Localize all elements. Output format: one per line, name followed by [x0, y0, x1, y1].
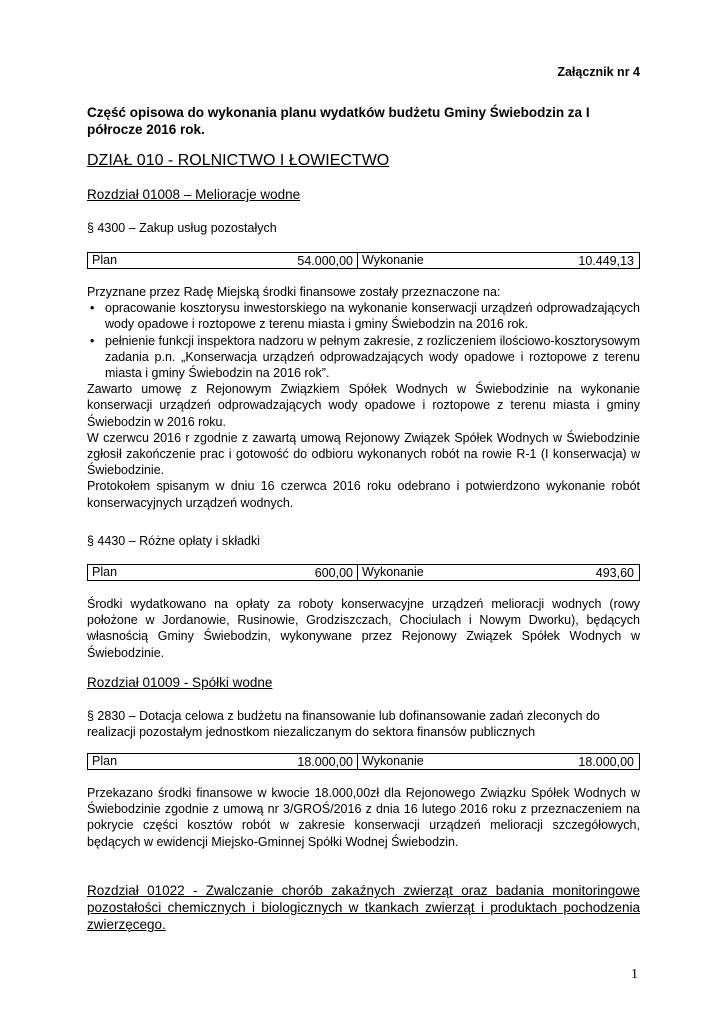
text-4430 [87, 596, 640, 661]
plan-value: 54.000,00 [297, 254, 353, 268]
exec-value: 10.449,13 [578, 254, 634, 268]
page-number: 1 [631, 967, 638, 982]
document-title: Część opisowa do wykonania planu wydatków budżetu Gminy Świebodzin za I półrocze 2016 rok. [87, 105, 590, 137]
chapter-01008-heading: Rozdział 01008 – Melioracje wodne [87, 187, 301, 202]
exec-label: Wykonanie [358, 253, 640, 269]
intro-text: Przyznane przez Radę Miejską środki finansowe zostały przeznaczone na: [87, 285, 501, 299]
attachment-label: Załącznik nr 4 [557, 65, 640, 79]
list-item: • pełnienie funkcji inspektora nadzoru w pełnym zakresie, z rozliczeniem ilościowo-kosztorysowym zadania p.n. „Konserwacja urządzeń odprowadzających wody opadowe i roztopowe z terenu miasta i gminy Świebodzin na 2016 rok”. [105, 333, 640, 382]
paragraph-4300-heading: § 4300 – Zakup usług pozostałych [87, 221, 277, 235]
list-item: • opracowanie kosztorysu inwestorskiego na wykonanie konserwacji urządzeń odprowadzających wody opadowe i roztopowe z terenu miasta i gminy Świebodzin na 2016 rok. [105, 300, 640, 332]
section-heading: DZIAŁ 010 - ROLNICTWO I ŁOWIECTWO [87, 152, 390, 169]
body-paragraph: Zawarto umowę z Rejonowym Związkiem Spółek Wodnych w Świebodzinie na wykonanie konserwacji urządzeń odprowadzających wody opadowe i roztopowe z terenu miasta i gminy Świebodzin w 2016 roku. [87, 382, 640, 429]
paragraph-4430-heading: § 4430 – Różne opłaty i składki [87, 534, 261, 548]
bullet-list [87, 300, 640, 381]
chapter-01022-heading: Rozdział 01022 - Zwalczanie chorób zakaźnych zwierząt oraz badania monitoringowe pozostałości chemicznych i biologicznych w tkankach zwierząt i produktach pochodzenia zwierzęcego. [87, 883, 640, 932]
text-2830 [87, 785, 640, 850]
plan-label: Plan [88, 565, 358, 581]
exec-value: 493,60 [595, 566, 634, 580]
plan-value: 18.000,00 [297, 755, 353, 769]
exec-value: 18.000,00 [578, 755, 634, 769]
exec-label: Wykonanie [358, 565, 640, 581]
text-4300 [87, 284, 640, 511]
exec-label: Wykonanie [358, 754, 640, 770]
plan-label: Plan [88, 253, 358, 269]
body-paragraph: W czerwcu 2016 r zgodnie z zawartą umową Rejonowy Związek Spółek Wodnych w Świebodzinie zgłosił zakończenie prac i gotowość do odbioru wykonanych robót na rowie R-1 (I konserwacja) w Świebodzinie. [87, 430, 640, 478]
paragraph-2830-heading: § 2830 – Dotacja celowa z budżetu na finansowanie lub dofinansowanie zadań zleconych do realizacji pozostałym jednostkom niezaliczanym do sektora finansów publicznych [87, 709, 600, 740]
body-paragraph: Protokołem spisanym w dniu 16 czerwca 2016 roku odebrano i potwierdzono wykonanie robót konserwacyjnych urządzeń wodnych. [87, 479, 640, 510]
plan-label: Plan [88, 754, 358, 770]
body-paragraph: Środki wydatkowano na opłaty za roboty konserwacyjne urządzeń melioracji wodnych (rowy położone w Jordanowie, Rusinowie, Grodziszczach, Chociulach i Nowym Dworku), będących własnością Gminy Świebodzin, wykonywane przez Rejonowy Związek Spółek Wodnych w Świebodzinie. [87, 597, 640, 660]
plan-value: 600,00 [314, 566, 353, 580]
chapter-01009-heading: Rozdział 01009 - Spółki wodne [87, 675, 273, 690]
body-paragraph: Przekazano środki finansowe w kwocie 18.000,00zł dla Rejonowego Związku Spółek Wodnych w Świebodzinie zgodnie z umową nr 3/GROŚ/2016 z dnia 16 lutego 2016 roku z przeznaczeniem na pokrycie części kosztów robót w zakresie konserwacji urządzeń melioracji szczegółowych, będących w ewidencji Miejsko-Gminnej Spółki Wodnej Świebodzin. [87, 786, 640, 849]
